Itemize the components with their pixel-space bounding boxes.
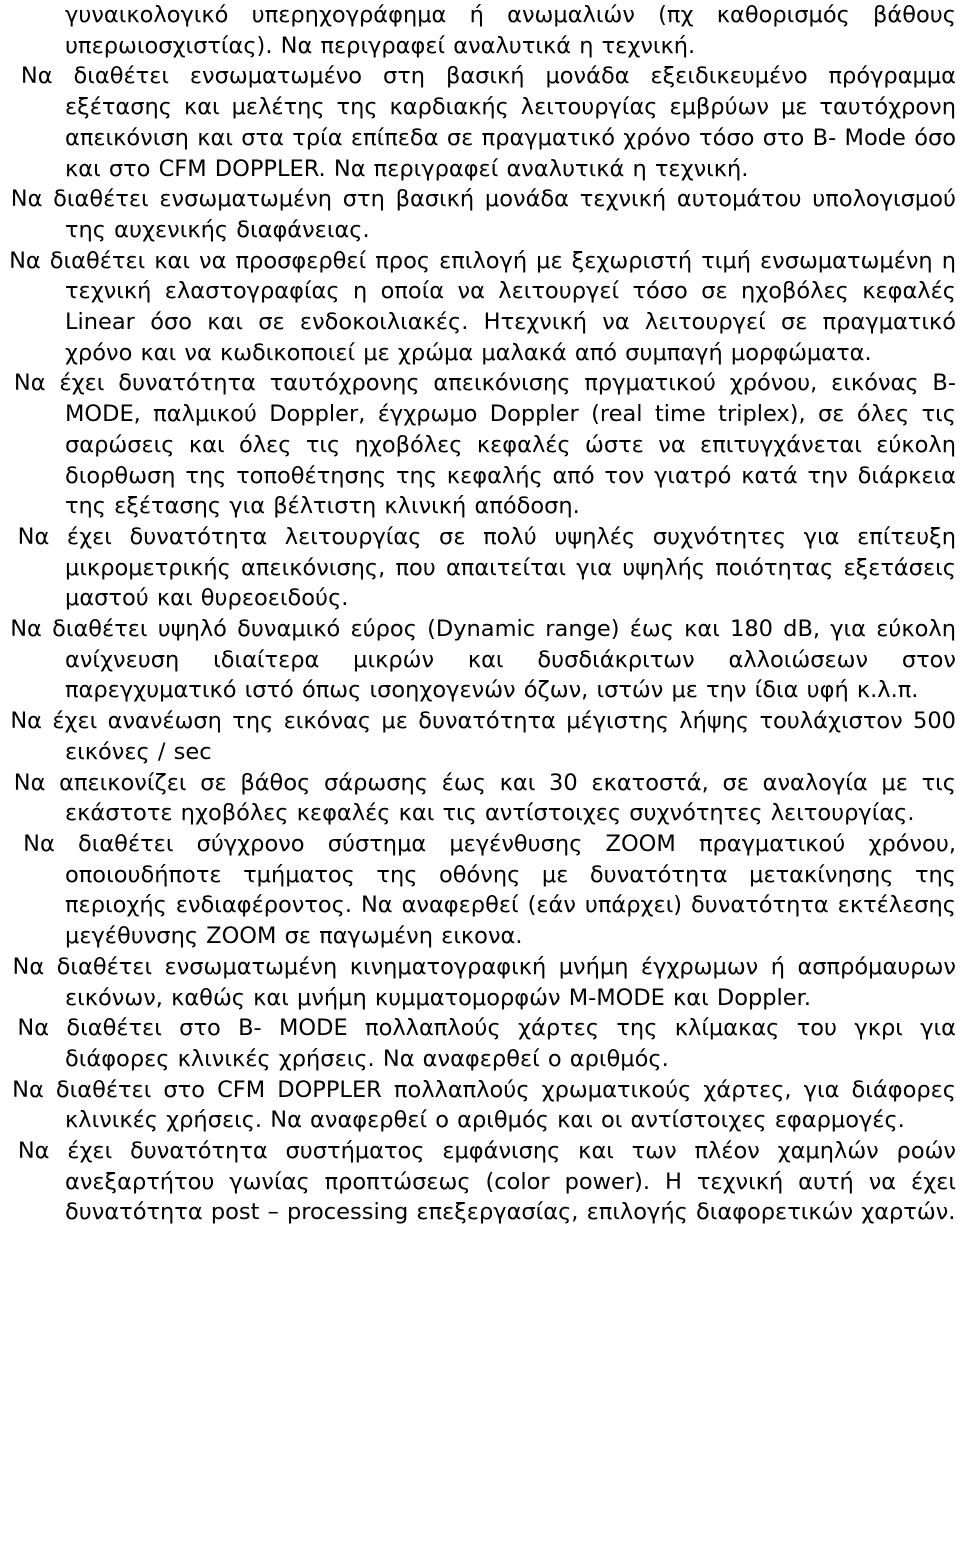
list-item-23 (0, 1136, 960, 1228)
list-item-17 (0, 706, 960, 767)
list-item-15 (0, 522, 960, 614)
item-text: Να διαθέτει στο CFM DOPPLER πολλαπλούς χρωματικούς χάρτες, για διάφορες κλινικές χρήσεις. Να αναφερθεί ο αριθμός και οι αντίστοιχες εφαρμογές. (12, 1076, 956, 1134)
item-text: Να έχει δυνατότητα λειτουργίας σε πολύ υψηλές συχνότητες για επίτευξη μικρομετρικής απεικόνισης, που απαιτείται για υψηλής ποιότητας εξετάσεις μαστού και θυρεοειδούς. (17, 523, 956, 612)
item-text: Να διαθέτει σύγχρονο σύστημα μεγένθυσης ZOOM πραγματικού χρόνου, οποιουδήποτε τμήματος της οθόνης με δυνατότητα μετακίνησης της περιοχής ενδιαφέροντος. Να αναφερθεί (εάν υπάρχει) δυνατότητα εκτέλεσης μεγέθυνσης ZOOM σε παγωμένη εικονα. (23, 830, 956, 950)
list-item-19 (0, 829, 960, 952)
list-item-20 (0, 952, 960, 1013)
list-item-22 (0, 1075, 960, 1136)
list-item-18 (0, 768, 960, 829)
item-text: Να διαθέτει ενσωματωμένη κινηματογραφική μνήμη έγχρωμων ή ασπρόμαυρων εικόνων, καθώς και μνήμη κυμματομορφών M-MODE και Doppler. (12, 953, 956, 1011)
item-text: Να διαθέτει ενσωματωμένη στη βασική μονάδα τεχνική αυτομάτου υπολογισμού της αυχενικής διαφάνειας. (10, 186, 956, 243)
item-text: Να διαθέτει ενσωματωμένο στη βασική μονάδα εξειδικευμένο πρόγραμμα εξέτασης και μελέτης της καρδιακής λειτουργίας εμβρύων με ταυτόχρονη απεικόνιση και στα τρία επίπεδα σε πραγματικό χρόνο τόσο στο B- Mode όσο και στο CFM DOPPLER. Να περιγραφεί αναλυτικά η τεχνική. (20, 63, 956, 182)
list-item-21 (0, 1013, 960, 1074)
list-item-14 (0, 368, 960, 522)
item-text: Να διαθέτει υψηλό δυναμικό εύρος (Dynamic range) έως και 180 dB, για εύκολη ανίχνευση ιδιαίτερα μικρών και δυσδιάκριτων αλλοιώσεων στον παρεγχυματικό ιστό όπως ισοηχογενών όζων, ιστών με την ίδια υφή κ.λ.π. (10, 616, 956, 704)
intro-text: γυναικολογικό υπερηχογράφημα ή ανωμαλιών (πχ καθορισμός βάθους υπερωιοσχιστίας). Να περιγραφεί αναλυτικά η τεχνική. (65, 2, 956, 59)
item-text: Να έχει ανανέωση της εικόνας με δυνατότητα μέγιστης λήψης τουλάχιστον 500 εικόνες / sec (10, 708, 956, 765)
item-text: Να απεικονίζει σε βάθος σάρωσης έως και 30 εκατοστά, σε αναλογία με τις εκάστοτε ηχοβόλες κεφαλές και τις αντίστοιχες συχνότητες λειτουργίας. (13, 769, 956, 827)
list-item-12 (0, 184, 960, 245)
intro-paragraph (0, 0, 960, 61)
item-text: Να έχει δυνατότητα ταυτόχρονης απεικόνισης πργματικού χρόνου, εικόνας B-MODE, παλμικού Doppler, έγχρωμο Doppler (real time triplex), σε όλες τις σαρώσεις και όλες τις ηχοβόλες κεφαλές ώστε να επιτυγχάνεται εύκολη διορθωση της τοποθέτησης της κεφαλής από τον γιατρό κατά την διάρκεια της εξέτασης για βέλτιστη κλινική απόδοση. (13, 370, 956, 520)
item-text: Να διαθέτει στο B- MODE πολλαπλούς χάρτες της κλίμακας του γκρι για διάφορες κλινικές χρήσεις. Να αναφερθεί ο αριθμός. (17, 1015, 956, 1072)
item-text: Να διαθέτει και να προσφερθεί προς επιλογή με ξεχωριστή τιμή ενσωματωμένη η τεχνική ελαστογραφίας η οποία να λειτουργεί τόσο σε ηχοβόλες κεφαλές Linear όσο και σε ενδοκοιλιακές. Ητεχνική να λειτουργεί σε πραγματικό χρόνο και να κωδικοποιεί με χρώμα μαλακά από συμπαγή μορφώματα. (9, 247, 957, 366)
list-item-11 (0, 61, 960, 184)
list-item-16 (0, 614, 960, 706)
item-text: Να έχει δυνατότητα συστήματος εμφάνισης και των πλέον χαμηλών ροών ανεξαρτήτου γωνίας προπτώσεως (color power). Η τεχνική αυτή να έχει δυνατότητα post – processing επεξεργασίας, επιλογής διαφορετικών χαρτών. (17, 1138, 956, 1226)
list-item-13 (0, 246, 960, 369)
